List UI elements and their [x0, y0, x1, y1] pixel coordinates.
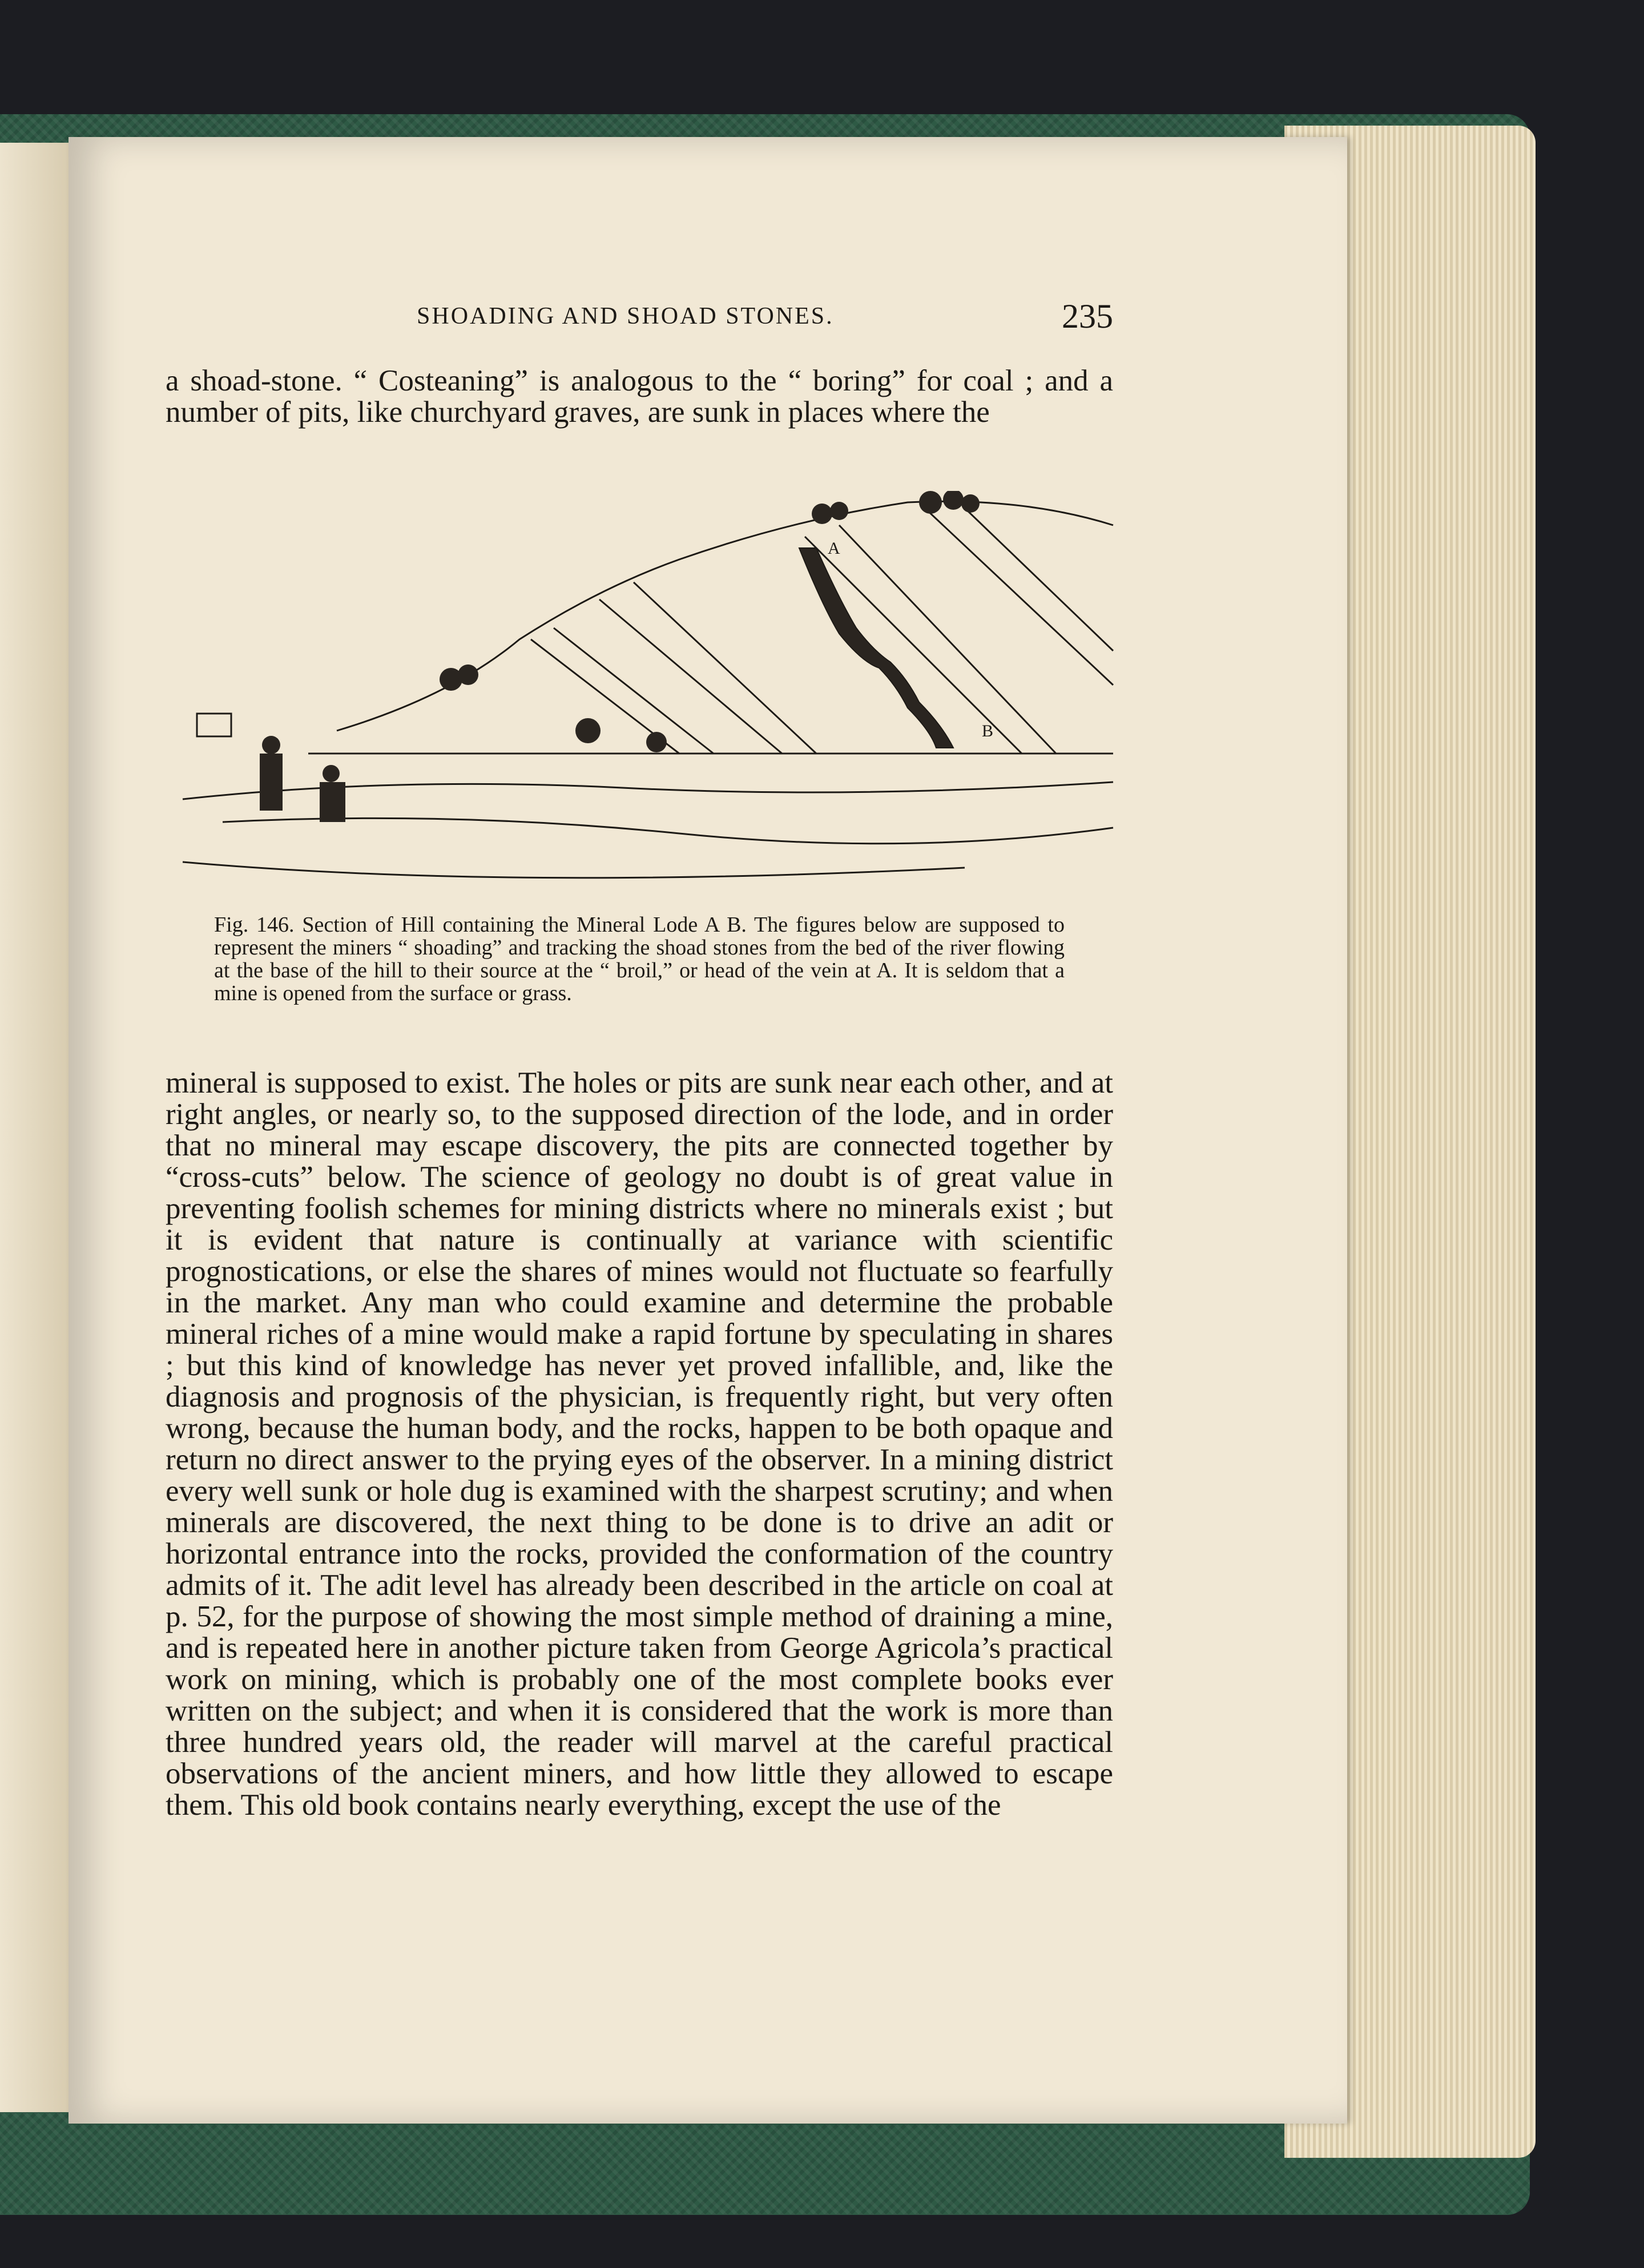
paragraph-top: a shoad-stone. “ Costeaning” is analogous to the “ boring” for coal ; and a number of pits, like churchyard graves, are sunk in places where the: [166, 364, 1113, 429]
paragraph-bottom: mineral is supposed to exist. The holes or pits are sunk near each other, and at right angles, or nearly so, to the supposed direction of the lode, and in order that no mineral may escape discovery, the pits are connected together by “cross-cuts” below. The science of geology no doubt is of great value in preventing foolish schemes for mining districts where no minerals exist ; but it is evident that nature is continually at variance with scientific prognostications, or else the shares of mines would not fluctuate so fearfully in the market. Any man who could examine and determine the probable mineral riches of a mine would make a rapid fortune by speculating in shares ; but this kind of knowledge has never yet proved infallible, and, like the diagnosis and prognosis of the physician, is frequently right, but very often wrong, because the human body, and the rocks, happen to be both opaque and return no direct answer to the prying eyes of the observer. In a mining district every well sunk or hole dug is examined with the sharpest scrutiny; and when minerals are discovered, the next thing to be done is to drive an adit or horizontal entrance into the rocks, provided the conformation of the country admits of it. The adit level has already been described in the article on coal at p. 52, for the purpose of showing the most simple method of draining a mine, and is repeated here in another picture taken from George Agricola’s practical work on mining, which is probably one of the most complete books ever written on the subject; and when it is considered that the work is more than three hundred years old, the reader will marvel at the careful practical observations of the ancient miners, and how little they allowed to escape them. This old book contains nearly everything, except the use of the: [166, 1066, 1113, 1822]
running-title: SHOADING AND SHOAD STONES.: [417, 303, 834, 329]
page-header: [348, 297, 1113, 343]
miner-figures: [260, 736, 345, 822]
text-bottom: [166, 1067, 1113, 1821]
mineral-lode: [799, 548, 953, 748]
left-page-edge: [0, 143, 68, 2112]
label-a: A: [828, 539, 840, 558]
figure-caption: Fig. 146. Section of Hill containing the Mineral Lode A B. The figures below are supposed to represent the miners “ shoading” and tracking the shoad stones from the bed of the river flowing at the base of the hill to their source at the “ broil,” or head of the vein at A. It is seldom that a mine is opened from the surface or grass.: [214, 913, 1065, 1005]
label-b: B: [982, 722, 994, 740]
text-top: [166, 365, 1113, 428]
page-number: 235: [1062, 297, 1113, 335]
hill-section-figure: [166, 491, 1125, 908]
